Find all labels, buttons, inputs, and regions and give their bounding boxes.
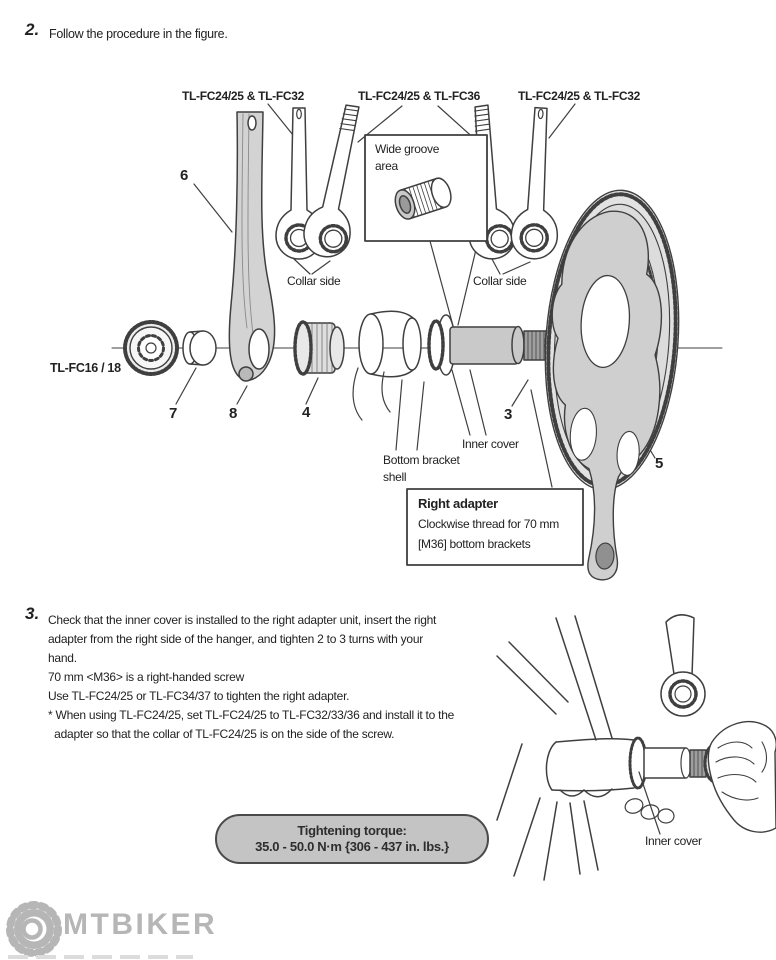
crank-washer-8 — [239, 367, 253, 381]
tl-fc16-18-tool — [125, 322, 177, 374]
collar-side-left-label: Collar side — [287, 274, 341, 288]
left-adapter — [295, 322, 344, 374]
torque-value: 35.0 - 50.0 N·m {306 - 437 in. lbs.} — [255, 839, 449, 854]
cropped-footer-strip — [8, 955, 193, 959]
right-adapter-line2: [M36] bottom brackets — [418, 537, 531, 551]
inner-cover-label-fig1: Inner cover — [462, 437, 519, 451]
tool-label-center: TL-FC24/25 & TL-FC36 — [358, 89, 481, 103]
step3-line-7: adapter so that the collar of TL-FC24/25 is on the side of the screw. — [48, 727, 395, 741]
step3-line-4: 70 mm <M36> is a right-handed screw — [48, 670, 245, 684]
part-number-4: 4 — [302, 404, 311, 421]
part-number-5: 5 — [655, 455, 664, 472]
right-adapter-title: Right adapter — [418, 496, 498, 511]
tightening-torque-box — [215, 814, 489, 864]
wide-groove-label: Wide groove area — [375, 142, 440, 173]
tool-label-right: TL-FC24/25 & TL-FC32 — [518, 89, 641, 103]
tool-wrench-fig2 — [661, 615, 705, 716]
step3-line-6: * When using TL-FC24/25, set TL-FC24/25 to TL-FC32/33/36 and install it to the — [48, 708, 455, 722]
figure2-hand-tighten — [497, 615, 776, 880]
tl-fc16-18-label: TL-FC16 / 18 — [50, 361, 121, 375]
step3-line-3: hand. — [48, 651, 77, 665]
part-number-3: 3 — [504, 406, 513, 423]
crank-cap — [183, 331, 216, 365]
part-number-8: 8 — [229, 405, 238, 422]
bottom-bracket-shell-label: Bottom bracket shell — [383, 453, 460, 484]
step2-text: Follow the procedure in the figure. — [49, 27, 228, 41]
step2-number: 2. — [25, 20, 40, 39]
part-number-7: 7 — [169, 405, 178, 422]
bb-shell — [546, 738, 646, 797]
step3-number: 3. — [25, 604, 40, 623]
tool-wrench-2 — [301, 102, 368, 260]
part-number-6: 6 — [180, 167, 189, 184]
inner-cover-body — [450, 327, 518, 364]
left-crank-arm — [229, 112, 274, 381]
mtbiker-watermark: MTBIKER — [63, 908, 218, 941]
bottom-bracket-shell — [353, 311, 421, 420]
step3-line-2: adapter from the right side of the hanger, and tighten 2 to 3 turns with your — [48, 632, 423, 646]
step3-line-5: Use TL-FC24/25 or TL-FC34/37 to tighten the right adapter. — [48, 689, 350, 703]
torque-title: Tightening torque: — [297, 823, 407, 838]
step3-line-1: Check that the inner cover is installed to the right adapter unit, insert the right — [48, 613, 437, 627]
tool-label-left: TL-FC24/25 & TL-FC32 — [182, 89, 305, 103]
mtbiker-gear-icon — [10, 905, 58, 953]
collar-side-right-label: Collar side — [473, 274, 527, 288]
frame-tubes — [497, 616, 612, 880]
right-adapter-line1: Clockwise thread for 70 mm — [418, 517, 559, 531]
inner-cover-label-fig2: Inner cover — [645, 834, 702, 848]
